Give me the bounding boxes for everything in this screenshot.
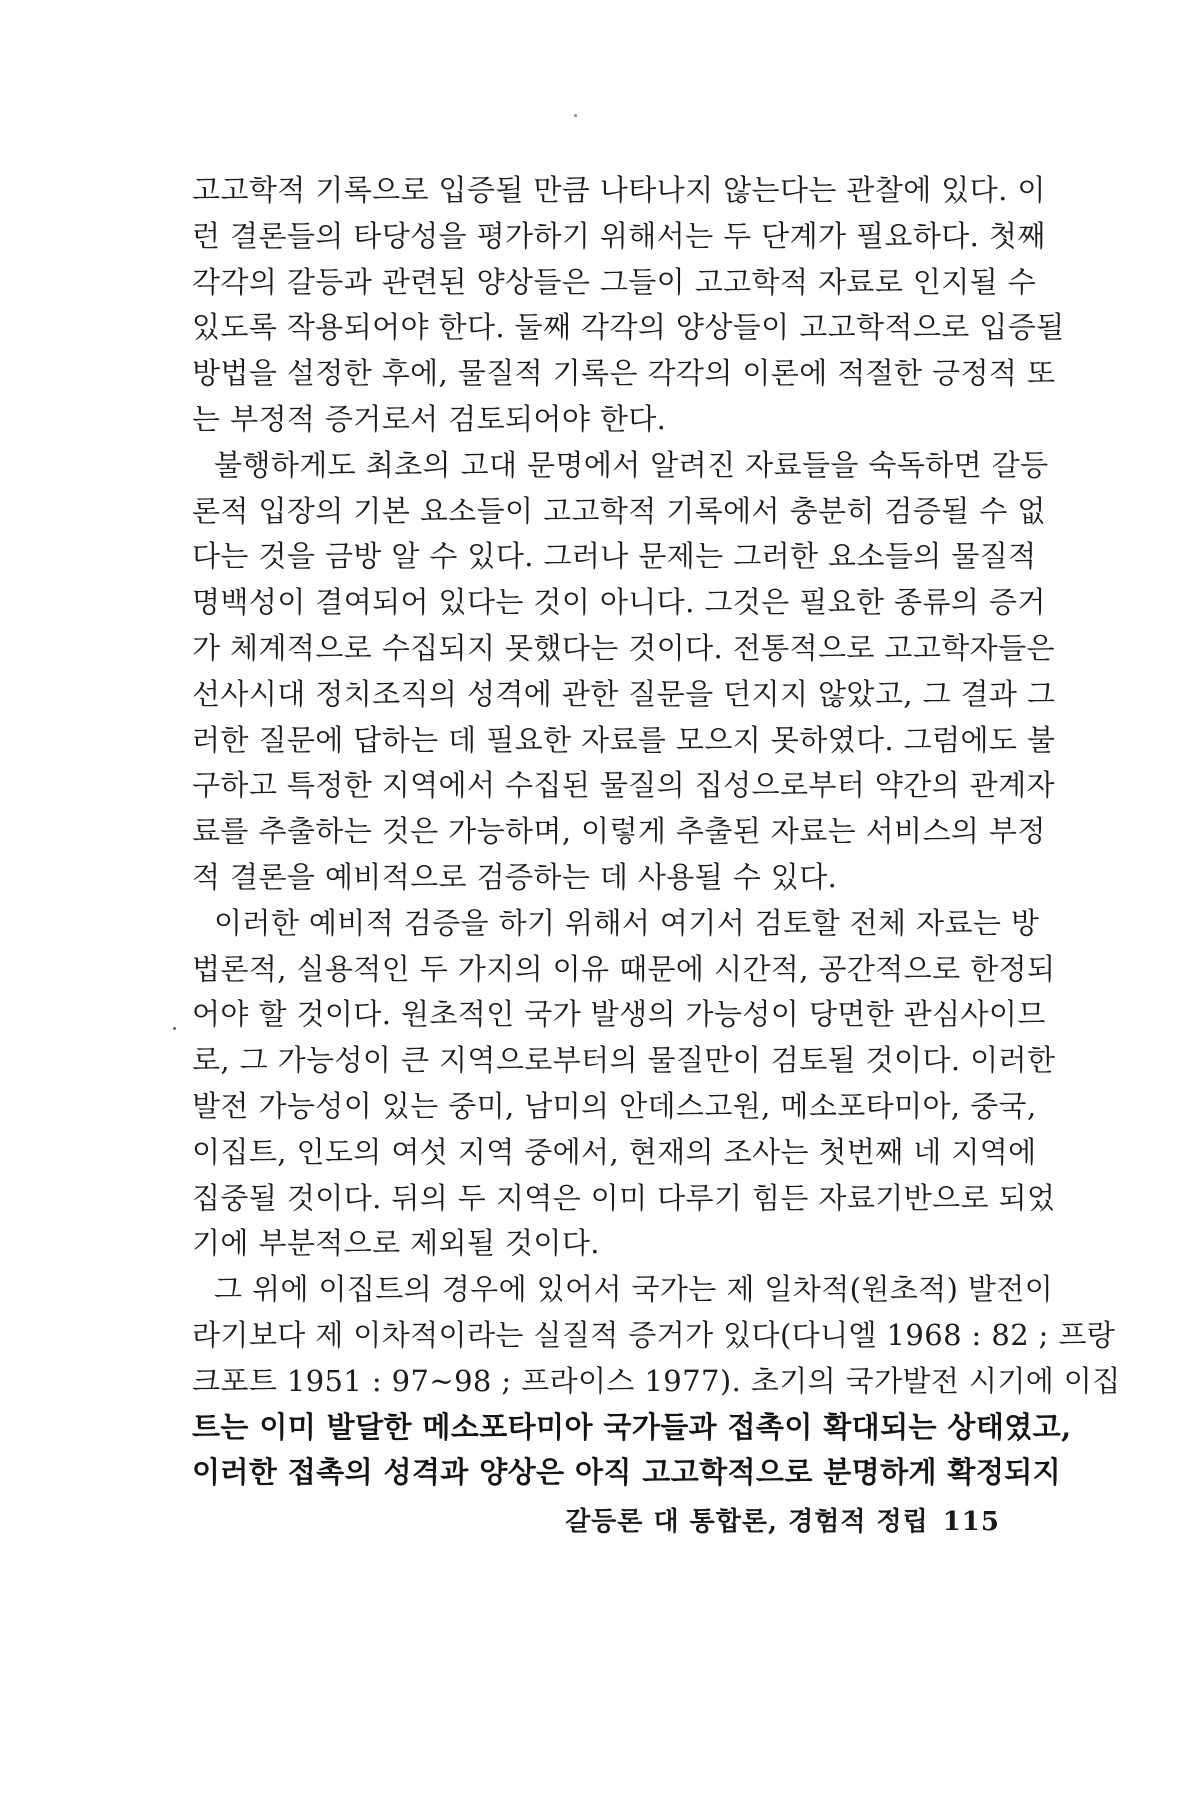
text-line: 는 부정적 증거로서 검토되어야 한다. — [192, 401, 667, 436]
text-line: 불행하게도 최초의 고대 문명에서 알려진 자료들을 숙독하면 갈등 — [214, 447, 1049, 482]
text-line: 론적 입장의 기본 요소들이 고고학적 기록에서 충분히 검증될 수 없 — [192, 493, 1046, 528]
text-line: 적 결론을 예비적으로 검증하는 데 사용될 수 있다. — [192, 859, 838, 894]
text-line: 방법을 설정한 후에, 물질적 기록은 각각의 이론에 적절한 긍정적 또 — [192, 356, 1056, 391]
text-line: 크포트 1951 : 97~98 ; 프라이스 1977). 초기의 국가발전 시기에 이집 — [192, 1363, 1121, 1398]
text-line: 선사시대 정치조직의 성격에 관한 질문을 던지지 않았고, 그 결과 그 — [192, 676, 1056, 711]
text-line: 료를 추출하는 것은 가능하며, 이렇게 추출된 자료는 서비스의 부정 — [192, 814, 1046, 849]
text-line: 구하고 특정한 지역에서 수집된 물질의 집성으로부터 약간의 관계자 — [192, 768, 1055, 803]
text-line: 트는 이미 발달한 메소포타미아 국가들과 접촉이 확대되는 상태였고, — [192, 1409, 1072, 1444]
text-line: 있도록 작용되어야 한다. 둘째 각각의 양상들이 고고학적으로 입증될 — [192, 310, 1065, 345]
text-line: 이집트, 인도의 여섯 지역 중에서, 현재의 조사는 첫번째 네 지역에 — [192, 1134, 1037, 1169]
text-line: 그 위에 이집트의 경우에 있어서 국가는 제 일차적(원초적) 발전이 — [214, 1272, 1054, 1307]
text-line: 어야 할 것이다. 원초적인 국가 발생의 가능성이 당면한 관심사이므 — [192, 997, 1046, 1032]
stray-mark — [173, 1027, 176, 1030]
text-line: 고고학적 기록으로 입증될 만큼 나타나지 않는다는 관찰에 있다. 이 — [192, 173, 1046, 207]
text-line: 명백성이 결여되어 있다는 것이 아니다. 그것은 필요한 종류의 증거 — [192, 585, 1046, 620]
text-line: 가 체계적으로 수집되지 못했다는 것이다. 전통적으로 고고학자들은 — [192, 630, 1055, 665]
text-line: 기에 부분적으로 제외될 것이다. — [192, 1226, 600, 1261]
text-line: 이러한 접촉의 성격과 양상은 아직 고고학적으로 분명하게 확정되지 — [192, 1455, 1062, 1490]
text-line: 로, 그 가능성이 큰 지역으로부터의 물질만이 검토될 것이다. 이러한 — [192, 1043, 1056, 1078]
running-title: 갈등론 대 통합론, 경험적 정립 — [565, 1507, 929, 1537]
body-text — [192, 168, 1121, 1496]
text-line: 런 결론들의 타당성을 평가하기 위해서는 두 단계가 필요하다. 첫째 — [192, 218, 1046, 253]
running-footer — [565, 1501, 1000, 1538]
text-line: 라기보다 제 이차적이라는 실질적 증거가 있다(다니엘 1968 : 82 ; 프랑 — [192, 1317, 1116, 1352]
text-line: 각각의 갈등과 관련된 양상들은 그들이 고고학적 자료로 인지될 수 — [192, 264, 1037, 299]
text-line: 집중될 것이다. 뒤의 두 지역은 이미 다루기 힘든 자료기반으로 되었 — [192, 1180, 1056, 1215]
text-line: 발전 가능성이 있는 중미, 남미의 안데스고원, 메소포타미아, 중국, — [192, 1088, 1037, 1123]
page-number: 115 — [942, 1507, 1000, 1537]
text-line: 법론적, 실용적인 두 가지의 이유 때문에 시간적, 공간적으로 한정되 — [192, 951, 1056, 986]
stray-mark — [574, 114, 577, 117]
text-line: 이러한 예비적 검증을 하기 위해서 여기서 검토할 전체 자료는 방 — [214, 905, 1040, 940]
text-line: 다는 것을 금방 알 수 있다. 그러나 문제는 그러한 요소들의 물질적 — [192, 539, 1037, 574]
text-line: 러한 질문에 답하는 데 필요한 자료를 모으지 못하였다. 그럼에도 불 — [192, 722, 1056, 757]
